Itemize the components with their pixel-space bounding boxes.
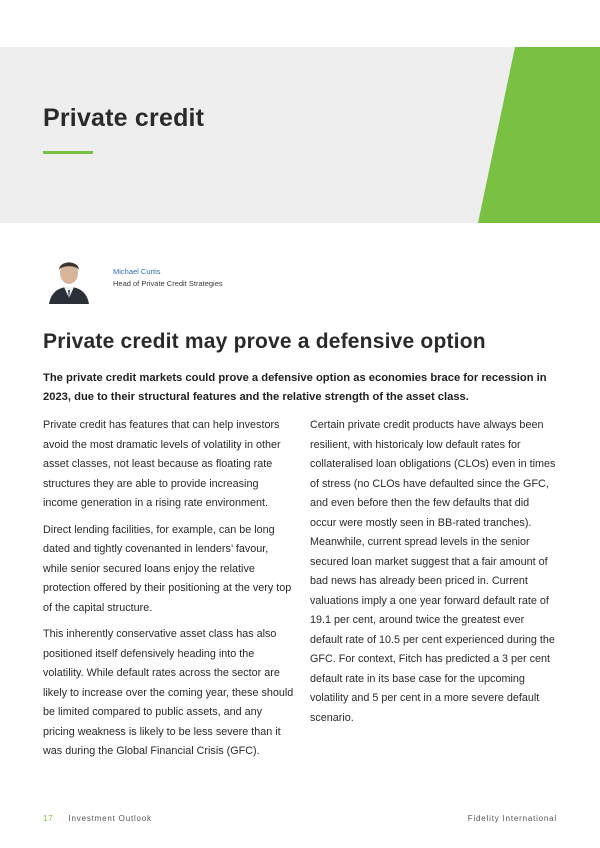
right-column <box>310 416 558 735</box>
left-column <box>43 416 295 769</box>
body-paragraph: This inherently conservative asset class has also positioned itself defensively heading into the volatility. While default rates across the sector are likely to increase over the coming year, these should be limited compared to public assets, and any pricing weakness is likely to be less severe than it was during the Global Financial Crisis (GFC). <box>43 628 294 757</box>
author-role: Head of Private Credit Strategies <box>113 279 223 288</box>
green-accent-shape <box>0 47 600 223</box>
body-paragraph: Direct lending facilities, for example, can be long dated and tightly covenanted in lenders’ favour, while senior secured loans enjoy the relative protection offered by their positioning at the very top of the capital structure. <box>43 523 292 614</box>
brand-name: Fidelity International <box>467 814 557 823</box>
article-headline: Private credit may prove a defensive option <box>43 330 486 353</box>
article-standfirst: The private credit markets could prove a defensive option as economies brace for recession in 2023, due to their structural features and the relative strength of the asset class. <box>43 372 547 403</box>
body-paragraph: Private credit has features that can help investors avoid the most dramatic levels of volatility in other asset classes, not least because as floating rate structures they are able to provide increasing income generation in a rising rate environment. <box>43 419 281 509</box>
title-underline <box>43 151 93 154</box>
page-number: 17 <box>43 814 54 823</box>
publication-name: Investment Outlook <box>68 814 152 823</box>
page-footer <box>43 814 557 823</box>
body-paragraph: Certain private credit products have always been resilient, with historicaly low default rates for collateralised loan obligations (CLOs) even in times of stress (no CLOs have defaulted since the GFC, and even before then the few defaults that did occur were mostly seen in BB-rated tranches). Meanwhile, current spread levels in the senior secured loan market suggest that a fair amount of bad news has already been priced in. Current valuations imply a one year forward default rate of 19.1 per cent, around twice the greatest ever default rate of 10.5 per cent experienced during the GFC. For context, Fitch has predicted a 3 per cent default rate in its base case for the upcoming volatility and 5 per cent in a more severe default scenario. <box>310 419 556 724</box>
page-title: Private credit <box>43 104 205 132</box>
author-photo <box>43 252 95 304</box>
author-name: Michael Curtis <box>113 267 161 276</box>
header-band <box>0 47 600 223</box>
